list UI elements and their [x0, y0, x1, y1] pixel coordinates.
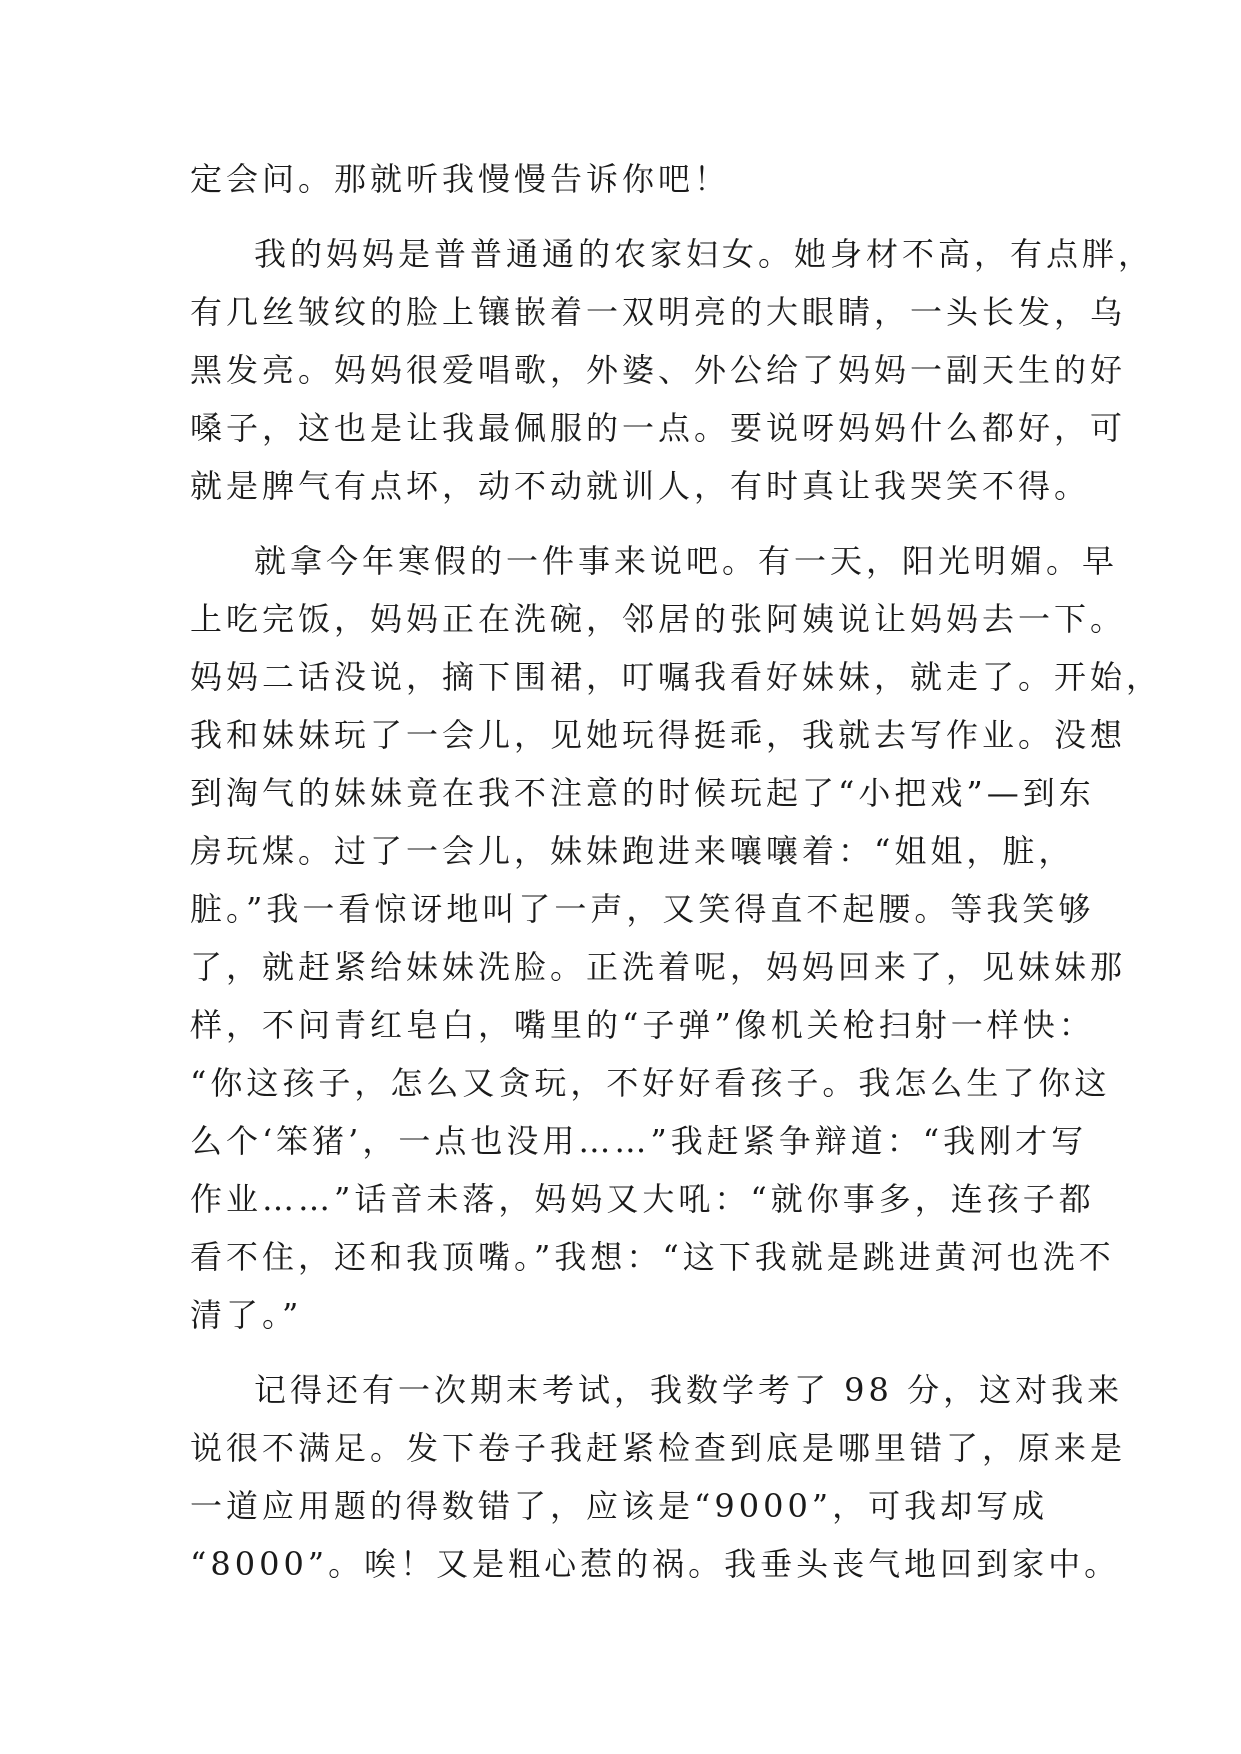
text-line: 清了。” — [190, 1296, 303, 1334]
text-line: 有几丝皱纹的脸上镶嵌着一双明亮的大眼睛，一头长发，乌 — [190, 293, 1127, 331]
paragraph-2 — [190, 225, 1155, 515]
text-line: 上吃完饭，妈妈正在洗碗，邻居的张阿姨说让妈妈去一下。 — [190, 600, 1127, 638]
text-line: “8000”。唉！又是粗心惹的祸。我垂头丧气地回到家中。 — [190, 1545, 1121, 1583]
text-line: 么个‘笨猪’，一点也没用……”我赶紧争辩道：“我刚才写 — [190, 1122, 1088, 1160]
text-line: 一道应用题的得数错了，应该是“9000”，可我却写成 — [190, 1487, 1049, 1525]
text-line: 房玩煤。过了一会儿，妹妹跑进来嚷嚷着：“姐姐，脏， — [190, 832, 1075, 870]
paragraph-3 — [190, 532, 1163, 1344]
text-line: 嗓子，这也是让我最佩服的一点。要说呀妈妈什么都好，可 — [190, 409, 1127, 447]
text-line: 样，不问青红皂白，嘴里的“子弹”像机关枪扫射一样快： — [190, 1006, 1095, 1044]
text-line: 记得还有一次期末考试，我数学考了 98 分，这对我来 — [254, 1371, 1124, 1409]
text-line: 作业……”话音未落，妈妈又大吼：“就你事多，连孩子都 — [190, 1180, 1095, 1218]
text-line: 我和妹妹玩了一会儿，见她玩得挺乖，我就去写作业。没想 — [190, 716, 1127, 754]
text-line: 我的妈妈是普普通通的农家妇女。她身材不高，有点胖， — [254, 235, 1155, 273]
text-column — [190, 150, 1163, 1593]
text-line: 到淘气的妹妹竟在我不注意的时候玩起了“小把戏”—到东 — [190, 774, 1095, 812]
text-line: 看不住，还和我顶嘴。”我想：“这下我就是跳进黄河也洗不 — [190, 1238, 1115, 1276]
text-line: 了，就赶紧给妹妹洗脸。正洗着呢，妈妈回来了，见妹妹那 — [190, 948, 1127, 986]
paragraph-4 — [190, 1361, 1127, 1593]
text-line: 就拿今年寒假的一件事来说吧。有一天，阳光明媚。早 — [254, 542, 1119, 580]
text-line: 脏。”我一看惊讶地叫了一声，又笑得直不起腰。等我笑够 — [190, 890, 1095, 928]
text-line: 就是脾气有点坏，动不动就训人，有时真让我哭笑不得。 — [190, 467, 1091, 505]
text-line: 妈妈二话没说，摘下围裙，叮嘱我看好妹妹，就走了。开始， — [190, 658, 1163, 696]
text-line: 黑发亮。妈妈很爱唱歌，外婆、外公给了妈妈一副天生的好 — [190, 351, 1127, 389]
text-line: “你这孩子，怎么又贪玩，不好好看孩子。我怎么生了你这 — [190, 1064, 1111, 1102]
text-line: 说很不满足。发下卷子我赶紧检查到底是哪里错了，原来是 — [190, 1429, 1127, 1467]
paragraph-1 — [190, 150, 1070, 208]
text-line: 定会问。那就听我慢慢告诉你吧！ — [190, 160, 731, 198]
